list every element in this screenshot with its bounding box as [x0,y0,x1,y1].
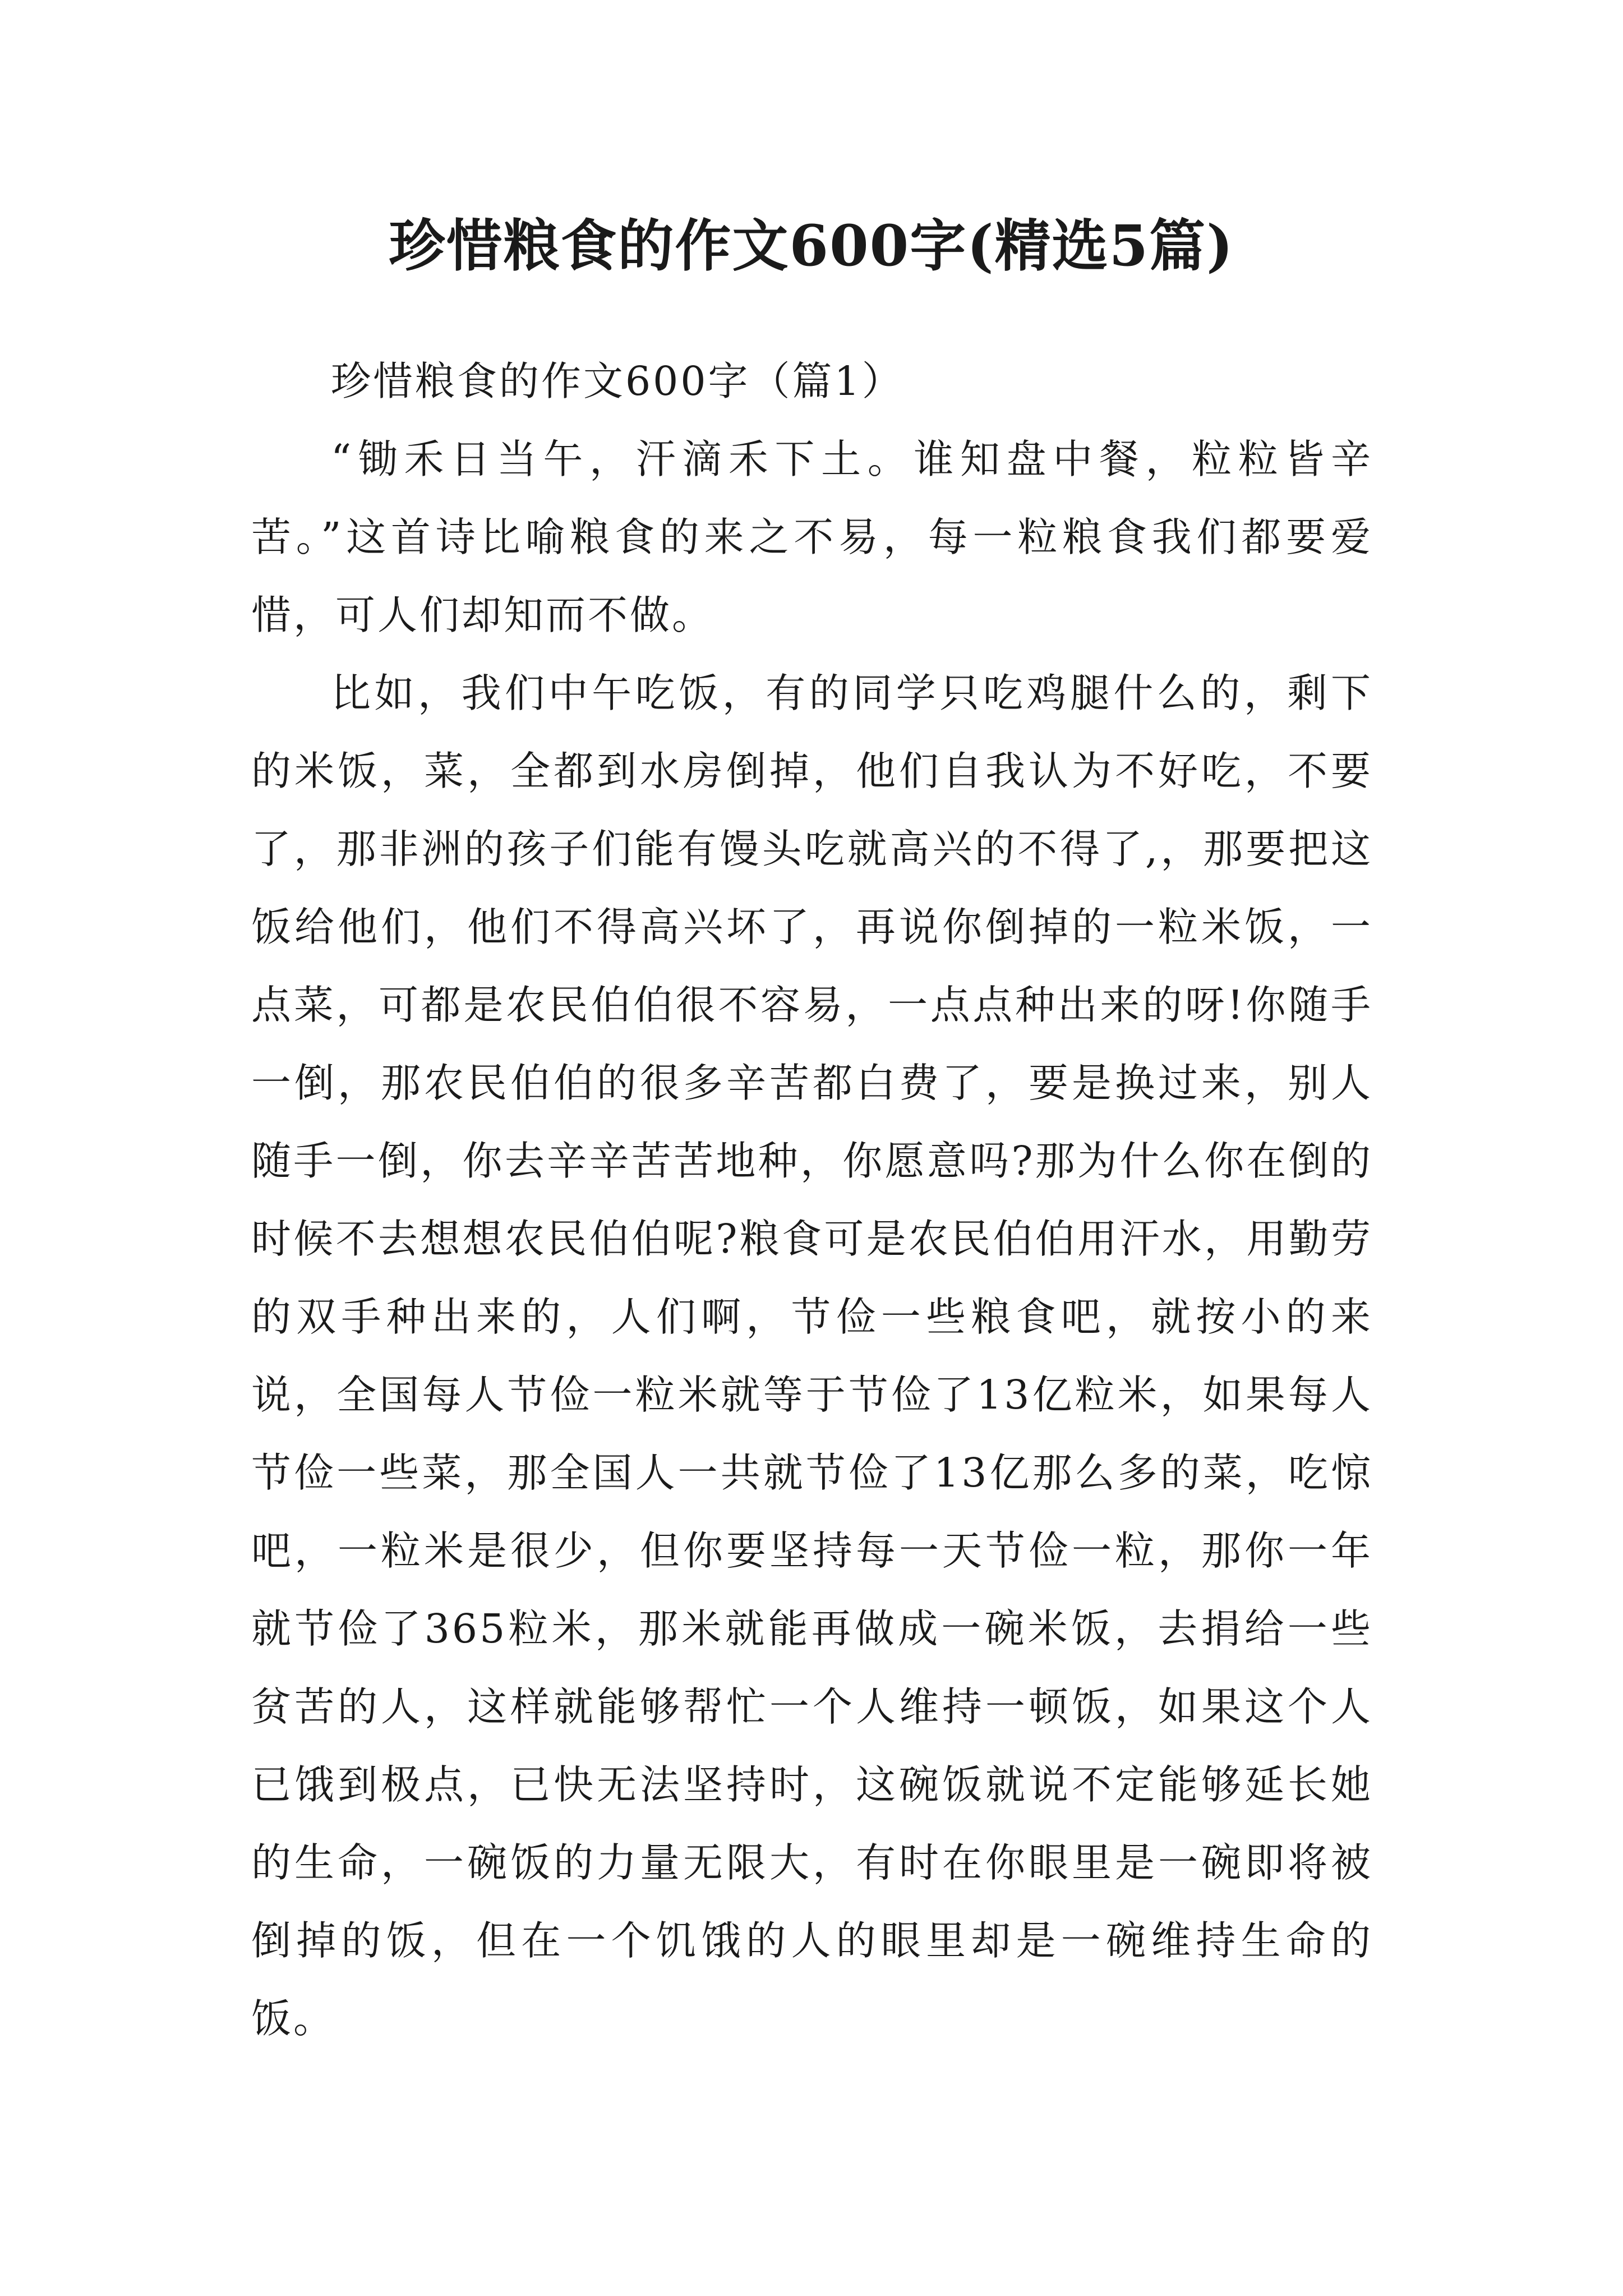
paragraph-poem-intro: “锄禾日当午，汗滴禾下土。谁知盘中餐，粒粒皆辛苦。”这首诗比喻粮食的来之不易，每一粒粮食我们都要爱惜，可人们却知而不做。 [251,436,1373,638]
paragraph-main: 比如，我们中午吃饭，有的同学只吃鸡腿什么的，剩下的米饭，菜，全都到水房倒掉，他们自我认为不好吃，不要了，那非洲的孩子们能有馒头吃就高兴的不得了,，那要把这饭给他们，他们不得高兴坏了，再说你倒掉的一粒米饭，一点菜，可都是农民伯伯很不容易，一点点种出来的呀!你随手一倒，那农民伯伯的很多辛苦都白费了，要是换过来，别人随手一倒，你去辛辛苦苦地种，你愿意吗?那为什么你在倒的时候不去想想农民伯伯呢?粮食可是农民伯伯用汗水，用勤劳的双手种出来的，人们啊，节俭一些粮食吧，就按小的来说，全国每人节俭一粒米就等于节俭了13亿粒米，如果每人节俭一些菜，那全国人一共就节俭了13亿那么多的菜，吃惊吧，一粒米是很少，但你要坚持每一天节俭一粒，那你一年就节俭了365粒米，那米就能再做成一碗米饭，去捐给一些贫苦的人，这样就能够帮忙一个人维持一顿饭，如果这个人已饿到极点，已快无法坚持时，这碗饭就说不定能够延长她的生命，一碗饭的力量无限大，有时在你眼里是一碗即将被倒掉的饭，但在一个饥饿的人的眼里却是一碗维持生命的饭。 [251,670,1373,2042]
document-body [251,342,1373,2058]
document-title: 珍惜粮食的作文600字(精选5篇) [389,213,1234,279]
section-heading: 珍惜粮食的作文600字（篇1） [331,358,904,404]
